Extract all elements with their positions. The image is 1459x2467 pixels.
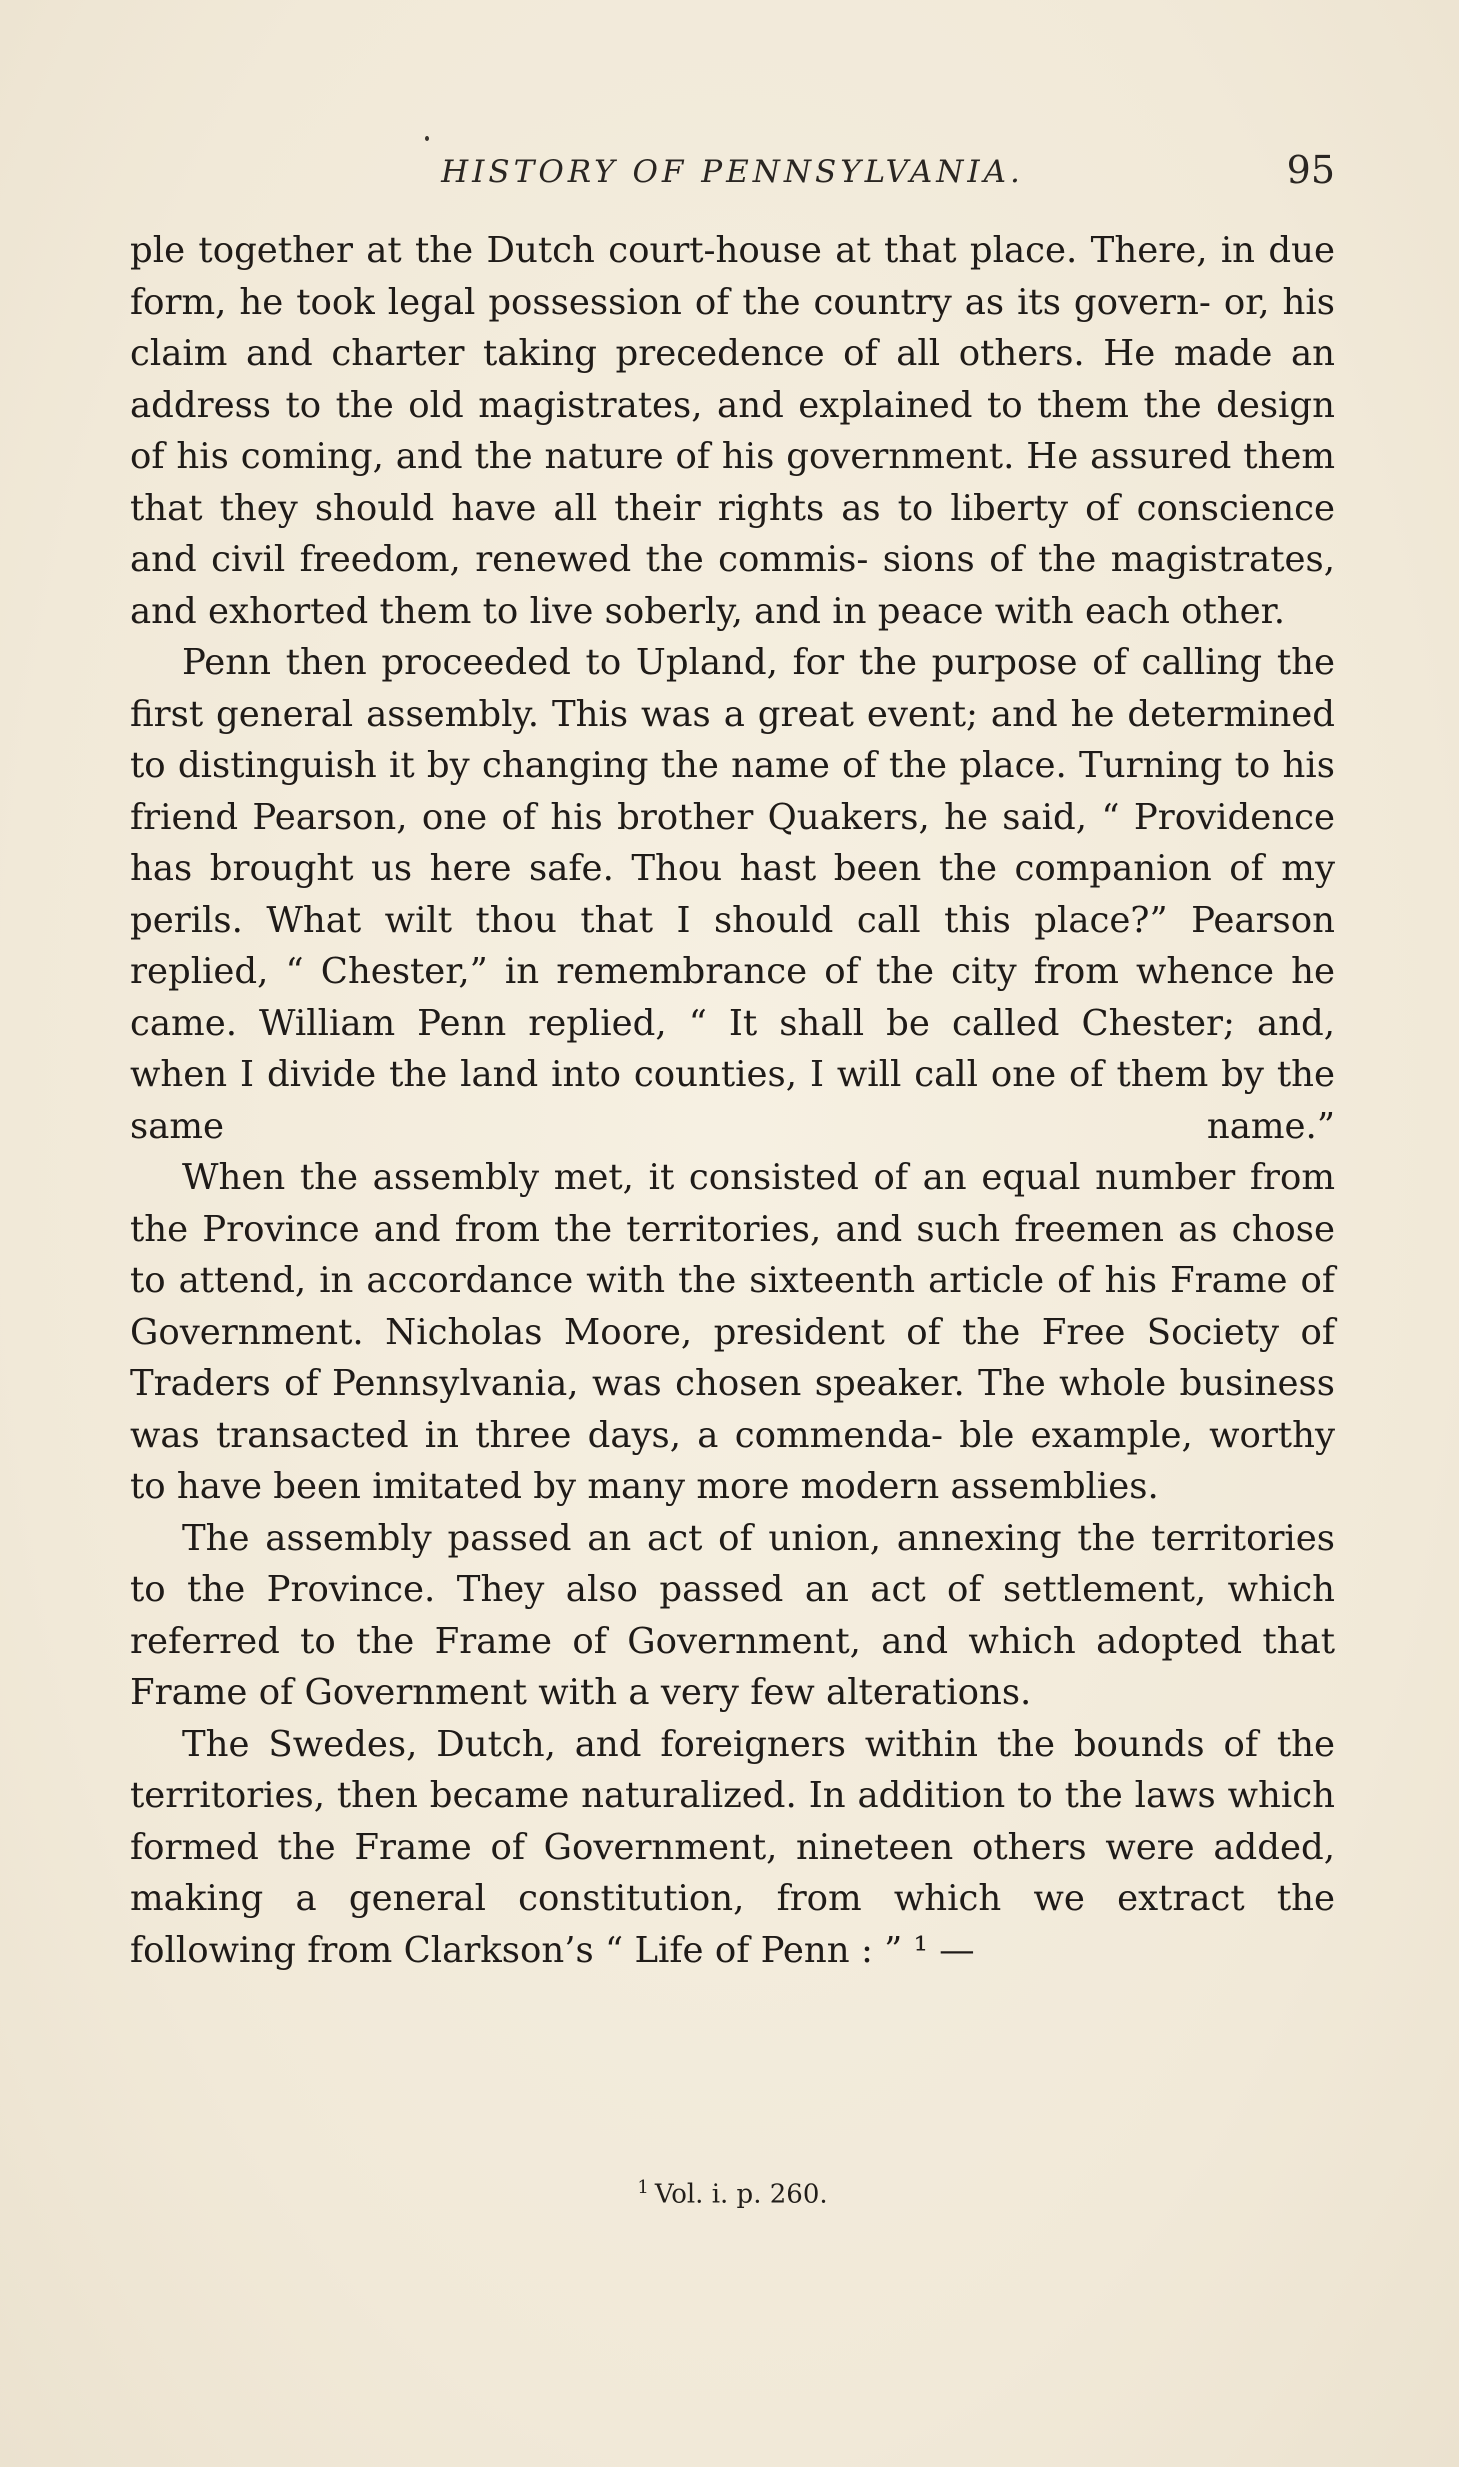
- footnote-text: Vol. i. p. 260.: [654, 2179, 828, 2210]
- footnote-mark: 1: [637, 2177, 649, 2198]
- ink-speck: [425, 136, 429, 141]
- paragraph-assembly-met: When the assembly met, it consisted of an equal number from the Province and from the territories, and such freemen as chose to attend, in accordance with the sixteenth article of his Frame of Government. Nicholas Moore, president of the Free Society of Traders of Pennsylvania, was chosen speaker. The whole business was transacted in three days, a commenda- ble example, worthy to have been imitated by many more modern assemblies.: [130, 1157, 1335, 1507]
- running-title: HISTORY OF PENNSYLVANIA.: [441, 154, 1024, 190]
- paragraph-continued: ple together at the Dutch court-house at that place. There, in due form, he took legal possession of the country as its govern- or, his claim and charter taking precedence of all others. He made an address to the old magistrates, and explained to them the design of his coming, and the nature of his government. He assured them that they should have all their rights as to liberty of conscience and civil freedom, renewed the commis- sions of the magistrates, and exhorted them to live soberly, and in peace with each other.: [130, 230, 1335, 632]
- paragraph-naturalized: The Swedes, Dutch, and foreigners within the bounds of the territories, then became naturalized. In addition to the laws which formed the Frame of Government, nineteen others were added, making a general constitution, from which we extract the following from Clarkson’s “ Life of Penn : ” ¹ —: [130, 1723, 1335, 1971]
- body-text: [130, 225, 1335, 1976]
- paragraph-act-of-union: The assembly passed an act of union, annexing the territories to the Province. They also passed an act of settlement, which referred to the Frame of Government, and which adopted that Frame of Government with a very few alterations.: [130, 1517, 1335, 1713]
- page-header: [130, 148, 1335, 198]
- footnote: [130, 2177, 1335, 2210]
- page-number: 95: [1286, 148, 1335, 192]
- paragraph-upland: Penn then proceeded to Upland, for the purpose of calling the first general assembly. This was a great event; and he determined to distinguish it by changing the name of the place. Turning to his friend Pearson, one of his brother Quakers, he said, “ Providence has brought us here safe. Thou hast been the companion of my perils. What wilt thou that I should call this place?” Pearson replied, “ Chester,” in remembrance of the city from whence he came. William Penn replied, “ It shall be called Chester; and, when I divide the land into counties, I will call one of them by the same name.”: [130, 642, 1335, 1147]
